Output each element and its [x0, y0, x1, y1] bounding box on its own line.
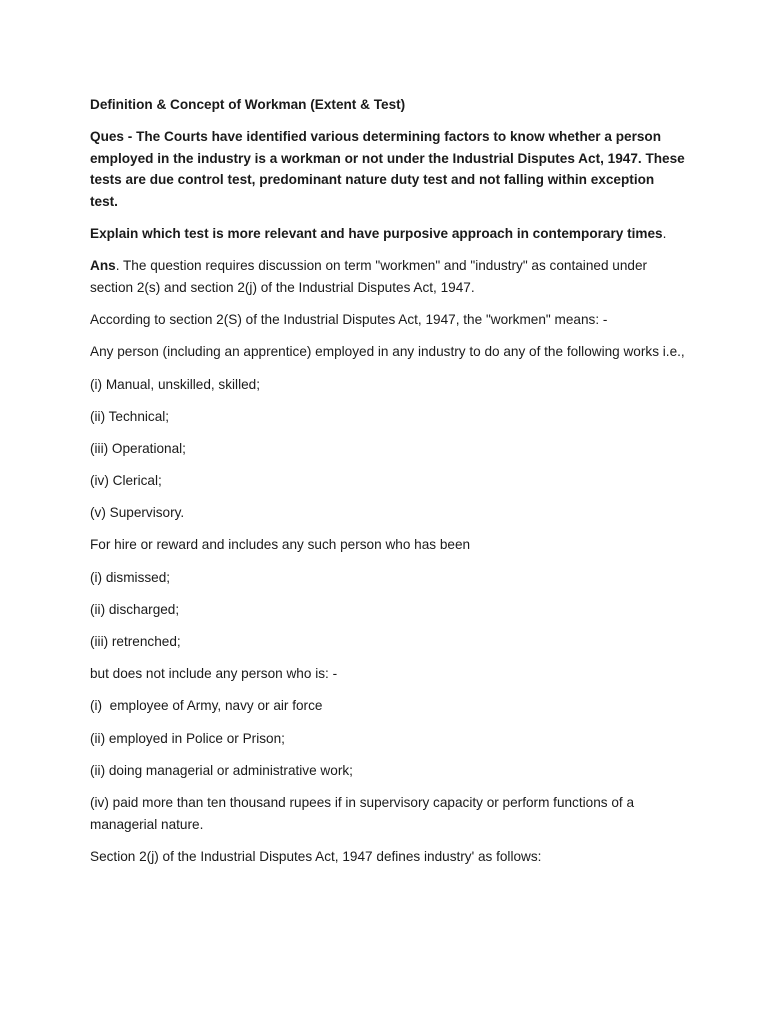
exclusion-item: (iv) paid more than ten thousand rupees if in supervisory capacity or perform functions of a managerial nature. [90, 794, 635, 832]
works-item: (iv) Clerical; [90, 473, 162, 489]
works-item: (i) Manual, unskilled, skilled; [90, 376, 260, 392]
exclusion-intro: but does not include any person who is: - [90, 666, 338, 682]
answer-text: . The question requires discussion on term "workmen" and "industry" as contained under section 2(s) and section 2(j) of the Industrial Disputes Act, 1947. [90, 258, 648, 295]
exclusion-item: (ii) employed in Police or Prison; [90, 730, 285, 746]
question-text: Ques - The Courts have identified various determining factors to know whether a person employed in the industry is a workman or not under the Industrial Disputes Act, 1947. These tests are due control test, predominant nature duty test and not falling within exception test. [90, 129, 685, 209]
includes-item: (i) dismissed; [90, 569, 171, 585]
works-item: (ii) Technical; [90, 408, 170, 424]
includes-item: (ii) discharged; [90, 601, 180, 617]
answer-paragraph [90, 255, 685, 298]
section-2j-paragraph: Section 2(j) of the Industrial Disputes Act, 1947 defines industry' as follows: [90, 848, 542, 864]
includes-item: (iii) retrenched; [90, 634, 181, 649]
hire-reward-paragraph: For hire or reward and includes any such person who has been [90, 537, 471, 553]
exclusion-item: (i) employee of Army, navy or air force [90, 698, 323, 714]
document-heading: Definition & Concept of Workman (Extent & Test) [90, 97, 406, 112]
works-item: (v) Supervisory. [90, 505, 185, 521]
question-explain-text: Explain which test is more relevant and have purposive approach in contemporary times [90, 226, 663, 242]
answer-label: Ans [90, 258, 116, 274]
section-2s-intro: According to section 2(S) of the Industrial Disputes Act, 1947, the "workmen" means: - [90, 312, 608, 328]
question-explain [90, 223, 685, 245]
question-explain-end: . [662, 226, 667, 242]
exclusion-item: (ii) doing managerial or administrative work; [90, 762, 353, 778]
works-item: (iii) Operational; [90, 440, 186, 456]
document-page [90, 94, 685, 878]
any-person-paragraph: Any person (including an apprentice) employed in any industry to do any of the following works i.e., [90, 344, 685, 360]
